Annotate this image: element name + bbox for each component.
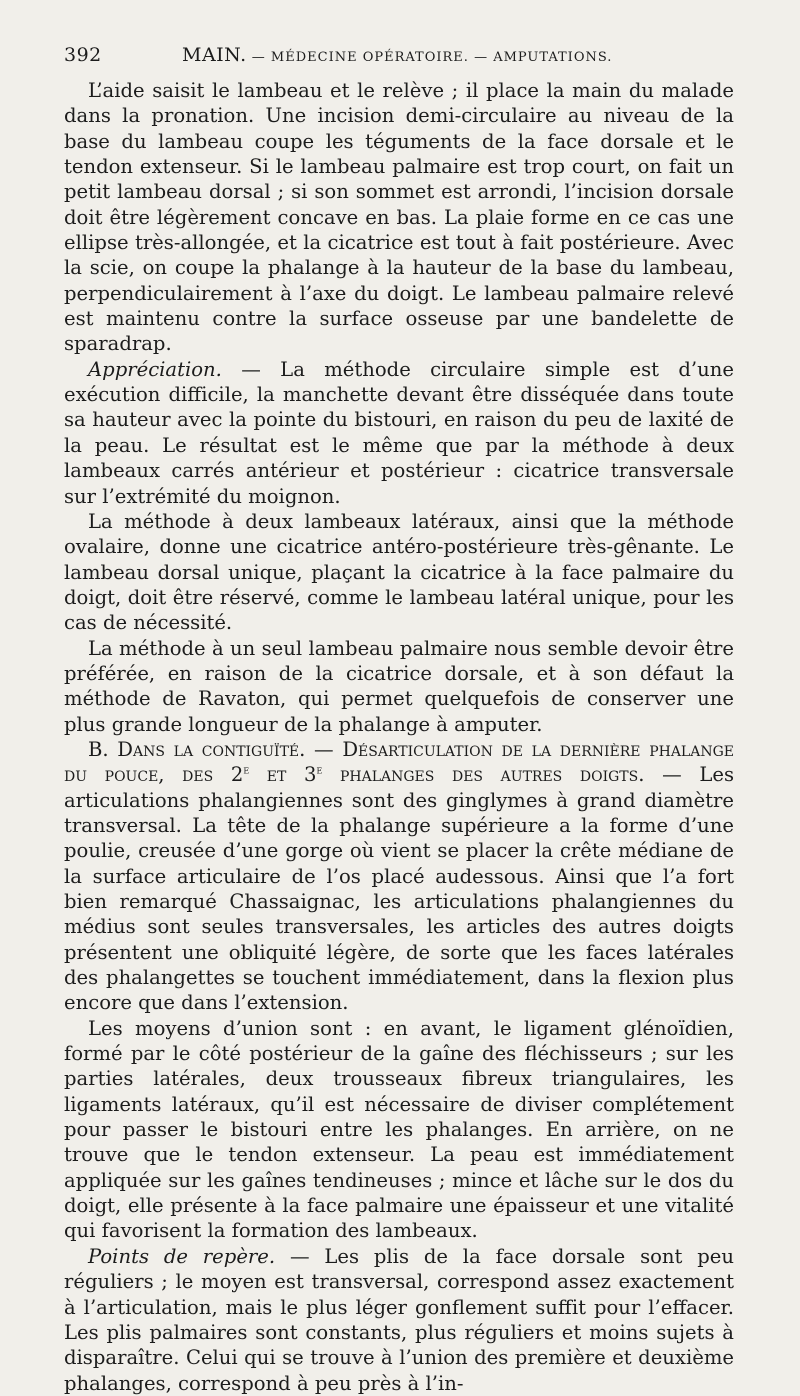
body-text (64, 78, 734, 1396)
paragraph-body: — La méthode circulaire simple est d’une exécution difficile, la manchette devant être disséquée dans toute sa hauteur avec la pointe du bistouri, en raison du peu de laxité de la peau. Le résultat est le même que par la méthode à deux lambeaux carrés antérieur et postérieur : cicatrice transversale sur l’extrémité du moignon. (64, 357, 734, 508)
paragraph (64, 1244, 734, 1396)
running-head (64, 44, 734, 66)
running-title-main: MAIN. (182, 44, 247, 66)
paragraph-body: — Les articulations phalangiennes sont des ginglymes à grand diamètre transversal. La tête de la phalange supérieure a la forme d’une poulie, creusée d’une gorge où vient se placer la crête médiane de la surface articulaire de l’os placé audessous. Ainsi que l’a fort bien remarqué Chassaignac, les articulations phalangiennes du médius sont seules transversales, les articles des autres doigts présentent une obliquité légère, de sorte que les faces latérales des phalangettes se touchent immédiatement, dans la flexion plus encore que dans l’extension. (64, 763, 735, 1015)
section-heading (64, 738, 734, 786)
section-heading-a: B. Dans la contiguïté. — Désarticulation de la dernière phalange du pouce, des 2 (64, 737, 734, 787)
paragraph-body: — Les plis de la face dorsale sont peu réguliers ; le moyen est transversal, correspond assez exactement à l’articulation, mais le plus léger gonflement suffit pour l’effacer. Les plis palmaires sont constants, plus réguliers et moins sujets à disparaître. Celui qui se trouve à l’union des première et deuxième phalanges, correspond à peu près à l’in- (64, 1244, 735, 1395)
paragraph (64, 357, 734, 509)
page-number: 392 (64, 44, 102, 66)
superscript: e (243, 763, 250, 777)
paragraph: La méthode à deux lambeaux latéraux, ainsi que la méthode ovalaire, donne une cicatrice antéro-postérieure très-gênante. Le lambeau dorsal unique, plaçant la cicatrice à la face palmaire du doigt, doit être réservé, comme le lambeau latéral unique, pour les cas de nécessité. (64, 509, 734, 635)
paragraph: L’aide saisit le lambeau et le relève ; il place la main du malade dans la pronation. Une incision demi-circulaire au niveau de la base du lambeau coupe les téguments de la face dorsale et le tendon extenseur. Si le lambeau palmaire est trop court, on fait un petit lambeau dorsal ; si son sommet est arrondi, l’incision dorsale doit être légèrement concave en bas. La plaie forme en ce cas une ellipse très-allongée, et la cicatrice est tout à fait postérieure. Avec la scie, on coupe la phalange à la hauteur de la base du lambeau, perpendiculairement à l’axe du doigt. Le lambeau palmaire relevé est maintenu contre la surface osseuse par une bandelette de sparadrap. (64, 79, 734, 356)
paragraph: Les moyens d’union sont : en avant, le ligament glénoïdien, formé par le côté postérieur de la gaîne des fléchisseurs ; sur les parties latérales, deux trousseaux fibreux triangulaires, les ligaments latéraux, qu’il est nécessaire de diviser complétement pour passer le bistouri entre les phalanges. En arrière, on ne trouve que le tendon extenseur. La peau est immédiatement appliquée sur les gaînes tendineuses ; mince et lâche sur le dos du doigt, elle présente à la face palmaire une épaisseur et une vitalité qui favorisent la formation des lambeaux. (64, 1016, 734, 1243)
section-heading-b: et 3 (249, 763, 317, 787)
paragraph: La méthode à un seul lambeau palmaire nous semble devoir être préférée, en raison de la cicatrice dorsale, et à son défaut la méthode de Ravaton, qui permet quelquefois de conserver une plus grande longueur de la phalange à amputer. (64, 636, 734, 736)
paragraph (64, 737, 734, 1016)
superscript: e (316, 763, 323, 777)
running-title (182, 44, 612, 66)
paragraph-lead: Points de repère. (88, 1244, 276, 1268)
running-title-rest: — MÉDECINE OPÉRATOIRE. — AMPUTATIONS. (246, 50, 613, 65)
section-heading-c: phalanges des autres doigts. (322, 763, 645, 787)
paragraph-lead: Appréciation. (88, 357, 222, 381)
